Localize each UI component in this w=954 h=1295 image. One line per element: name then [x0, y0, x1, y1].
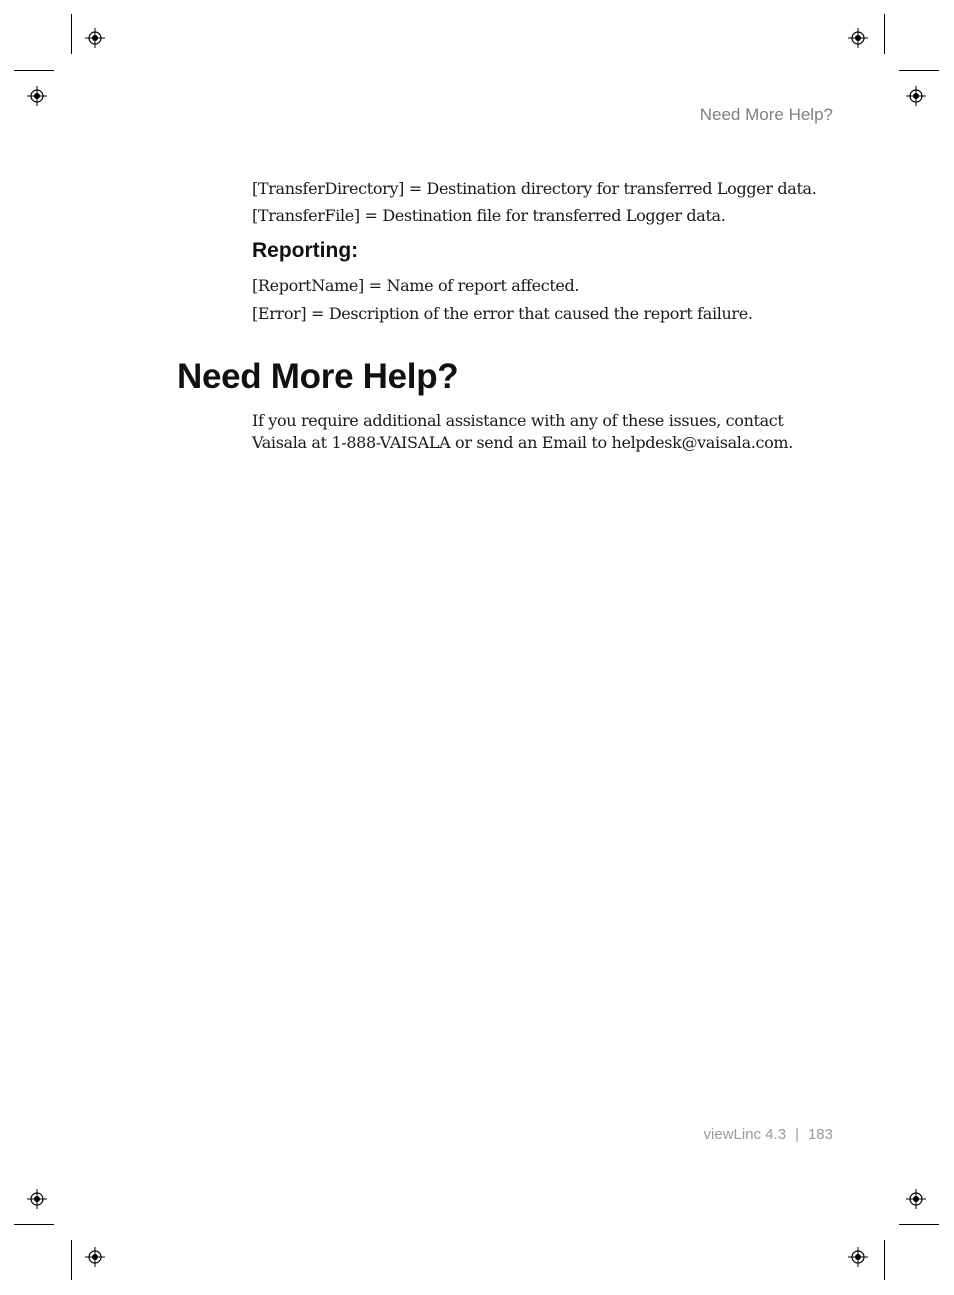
crop-mark-icon — [884, 14, 885, 54]
crop-mark-icon — [14, 1224, 54, 1225]
help-paragraph-line-1: If you require additional assistance with any of these issues, contact — [252, 411, 784, 430]
registration-mark-icon — [27, 86, 47, 106]
section-heading-reporting: Reporting: — [252, 239, 359, 262]
registration-mark-icon — [85, 28, 105, 48]
page-number: 183 — [807, 1126, 833, 1143]
page-footer — [704, 1126, 833, 1143]
registration-mark-icon — [906, 1189, 926, 1209]
footer-product: viewLinc 4.3 — [703, 1126, 787, 1143]
parameter-line-error: [Error] = Description of the error that caused the report failure. — [252, 304, 753, 323]
crop-mark-icon — [899, 70, 939, 71]
registration-mark-icon — [906, 86, 926, 106]
registration-mark-icon — [27, 1189, 47, 1209]
crop-mark-icon — [899, 1224, 939, 1225]
crop-mark-icon — [884, 1240, 885, 1280]
registration-mark-icon — [848, 1247, 868, 1267]
crop-mark-icon — [14, 70, 54, 71]
parameter-line-report-name: [ReportName] = Name of report affected. — [252, 276, 580, 295]
registration-mark-icon — [85, 1247, 105, 1267]
footer-separator: | — [795, 1126, 799, 1143]
parameter-line-transfer-directory: [TransferDirectory] = Destination directory for transferred Logger data. — [252, 179, 817, 198]
parameter-line-transfer-file: [TransferFile] = Destination file for transferred Logger data. — [252, 206, 726, 225]
crop-mark-icon — [71, 1240, 72, 1280]
page-heading-need-more-help: Need More Help? — [177, 357, 459, 396]
crop-mark-icon — [71, 14, 72, 54]
running-header: Need More Help? — [699, 105, 833, 124]
help-paragraph-line-2: Vaisala at 1-888-VAISALA or send an Email to helpdesk@vaisala.com. — [252, 433, 793, 452]
registration-mark-icon — [848, 28, 868, 48]
